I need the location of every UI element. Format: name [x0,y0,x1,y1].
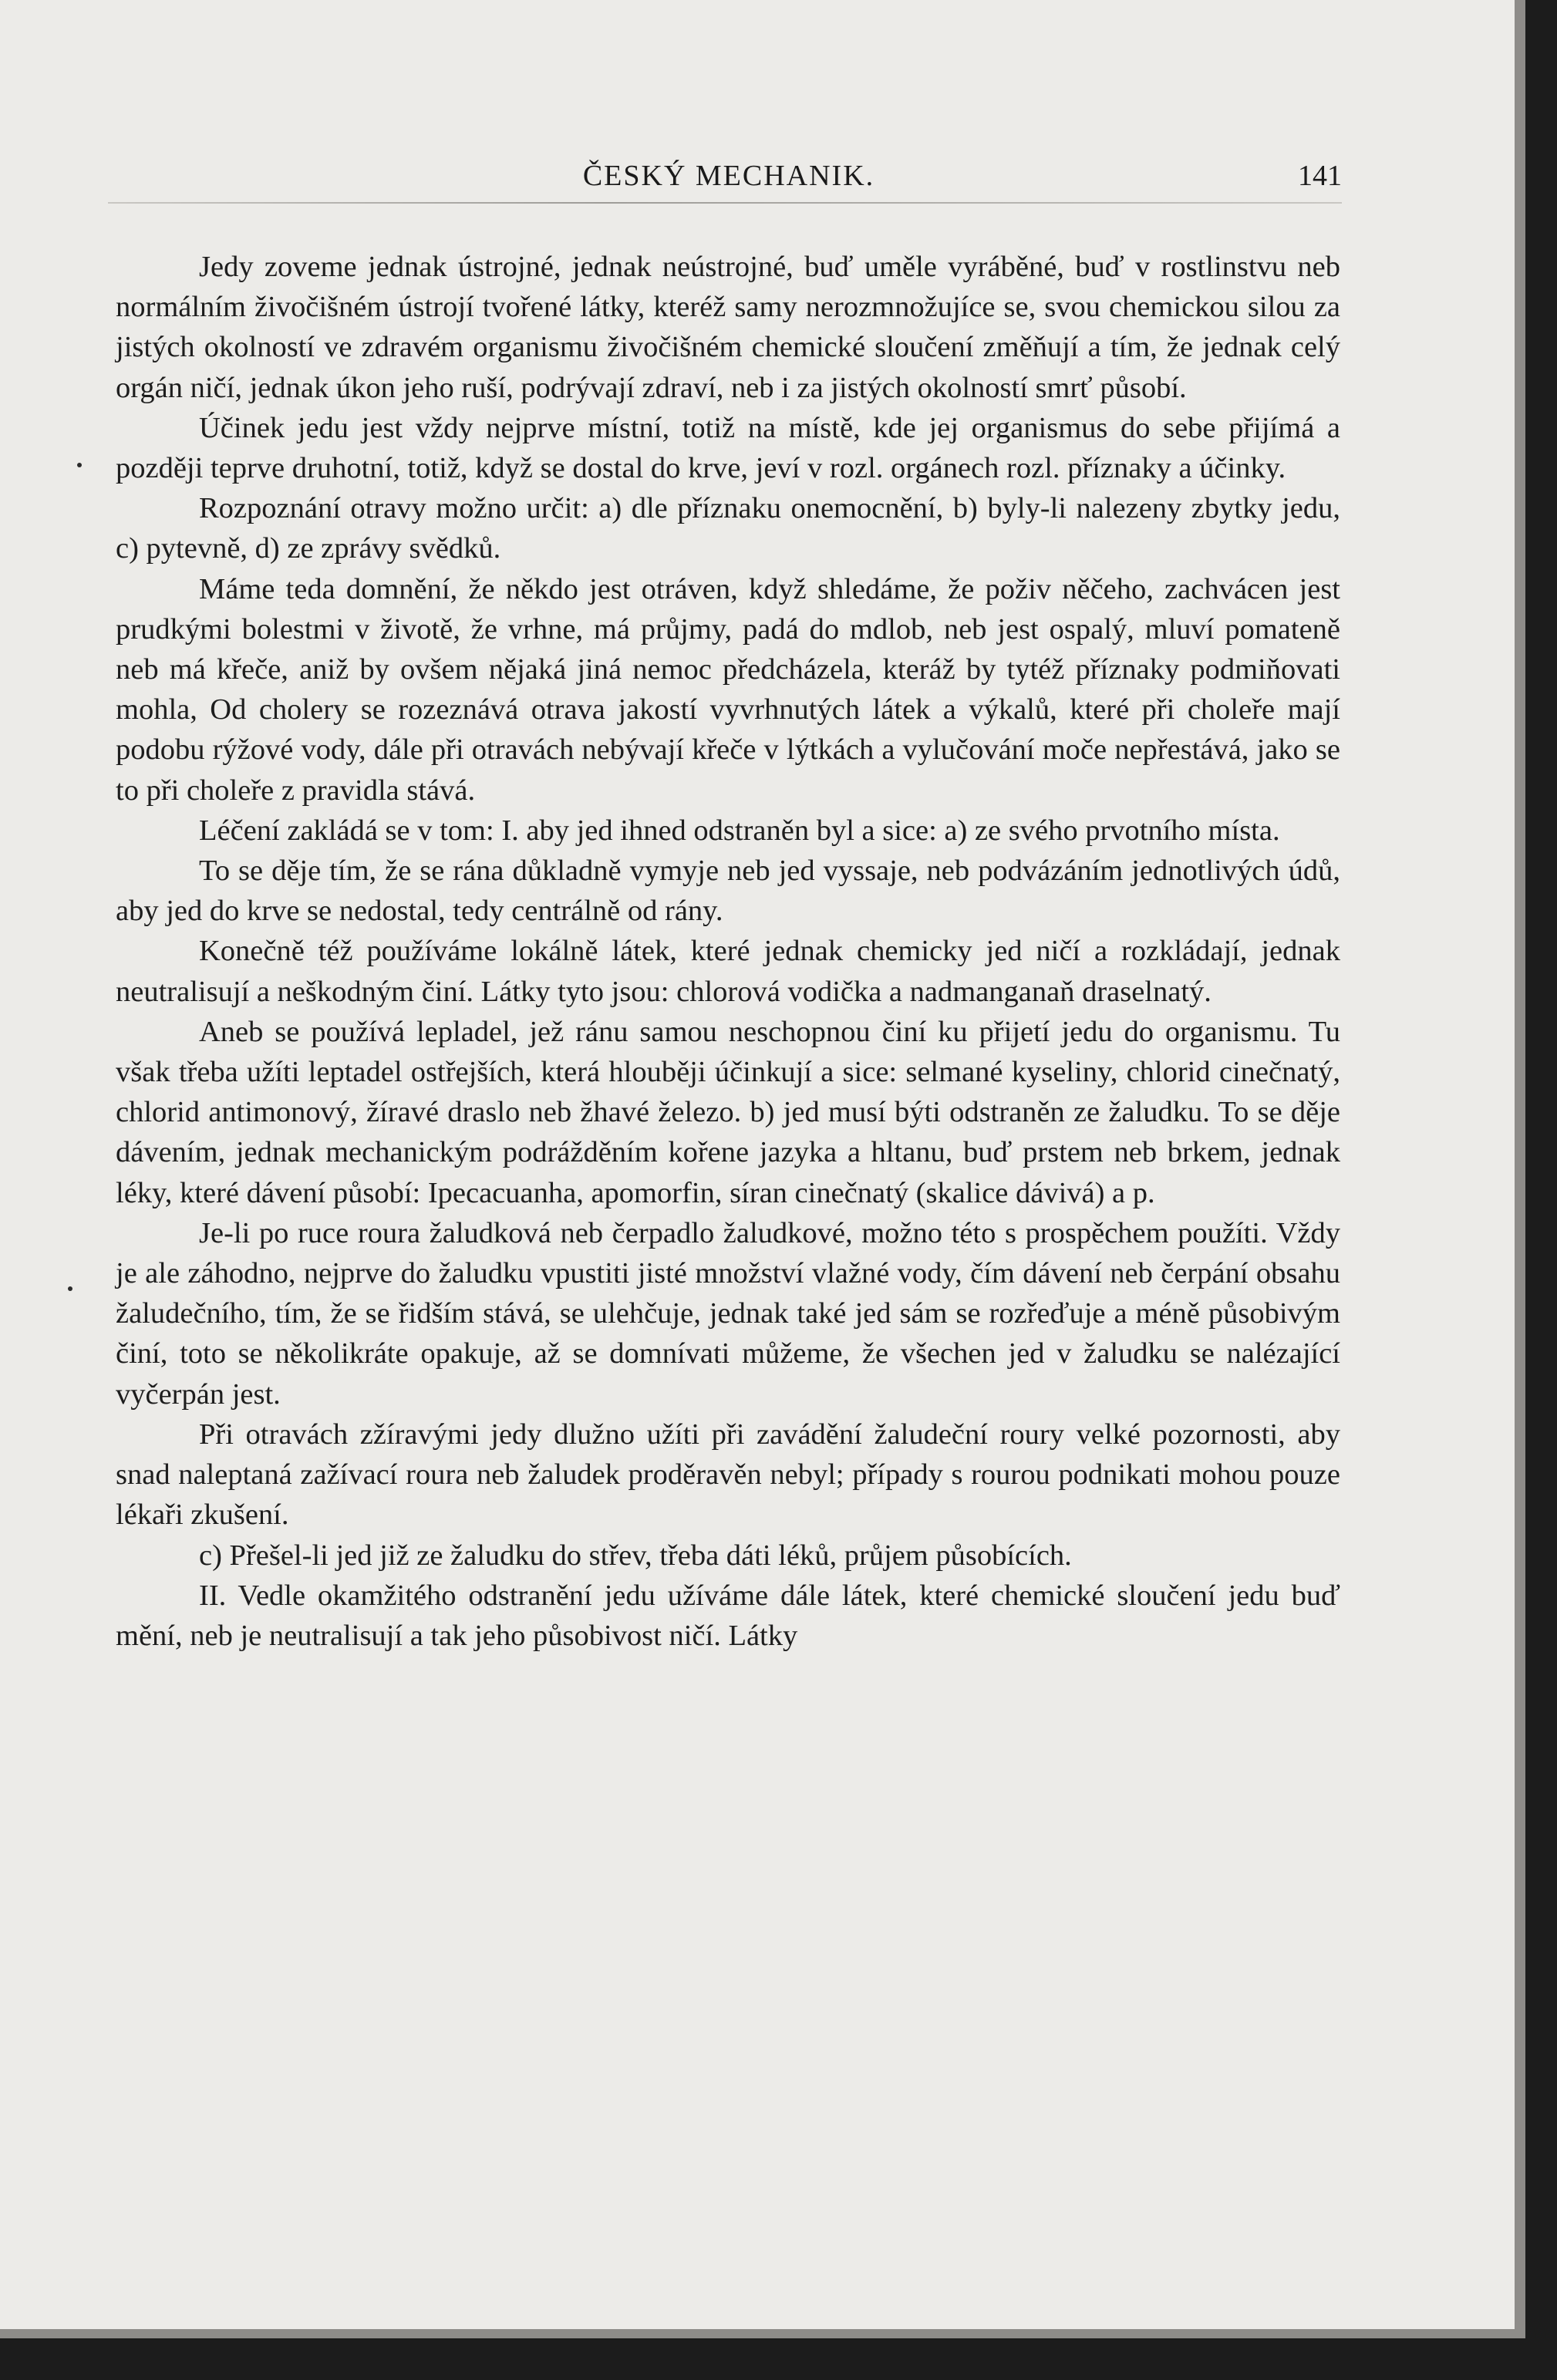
paragraph-caution: Při otravách zžíravými jedy dlužno užíti při zavádění žaludeční roury velké pozornosti, aby snad naleptaná zažívací roura neb žaludek proděravěn nebyl; případy s rourou podnikati mohou pouze lékaři zkušení. [116,1418,1340,1532]
paragraph-neutralisation: II. Vedle okamžitého odstranění jedu užíváme dále látek, které chemické sloučení jedu buď mění, neb je neutralisují a tak jeho působivost ničí. Látky [116,1579,1340,1652]
body-text [116,247,1340,1656]
print-speck [77,463,82,467]
print-speck [68,1286,72,1291]
page-number: 141 [1298,160,1342,192]
paragraph-definition: Jedy zoveme jednak ústrojné, jednak neústrojné, buď uměle vyráběné, buď v rostlinstvu neb normálním živočišném ústrojí tvořené látky, kteréž samy nerozmnožujíce se, svou chemickou silou za jistých okolností ve zdravém organismu živočišném chemické sloučení změňují a tím, že jednak celý orgán ničí, jednak úkon jeho ruší, podrývají zdraví, neb i za jistých okolností smrť působí. [116,251,1340,404]
page-header [116,159,1342,197]
paragraph-caustics: Aneb se používá lepladel, jež ránu samou neschopnou činí ku přijetí jedu do organismu. Tu však třeba užíti leptadel ostřejších, která hlouběji účinkují a sice: selmané kyseliny, chlorid cinečnatý, chlorid antimonový, žíravé draslo neb žhavé železo. b) jed musí býti odstraněn ze žaludku. To se děje dávením, jednak mechanickým podrážděním kořene jazyka a hltanu, buď prstem neb brkem, jednak léky, které dávení působí: Ipecacuanha, apomorfin, síran cinečnatý (skalice dávivá) a p. [116,1015,1340,1209]
paragraph-wound: To se děje tím, že se rána důkladně vymyje neb jed vyssaje, neb podvázáním jednotlivých údů, aby jed do krve se nedostal, tedy centrálně od rány. [116,855,1340,928]
paragraph-local: Konečně též používáme lokálně látek, které jednak chemicky jed ničí a rozkládají, jednak neutralisují a neškodným činí. Látky tyto jsou: chlorová vodička a nadmanganaň draselnatý. [116,935,1340,1008]
paragraph-diagnosis: Rozpoznání otravy možno určit: a) dle příznaku onemocnění, b) byly-li nalezeny zbytky jedu, c) pytevně, d) ze zprávy svědků. [116,492,1340,565]
running-title: ČESKÝ MECHANIK. [582,160,875,192]
paragraph-symptoms: Máme teda domnění, že někdo jest otráven, když shledáme, že poživ něčeho, zachvácen jest prudkými bolestmi v životě, že vrhne, má průjmy, padá do mdlob, neb jest ospalý, mluví pomateně neb má křeče, aniž by ovšem nějaká jiná nemoc předcházela, kteráž by tytéž příznaky podmiňovati mohla, Od cholery se rozeznává otrava jakostí vyvrhnutých látek a výkalů, které při choleře mají podobu rýžové vody, dále při otravách nebývají křeče v lýtkách a vylučování moče nepřestává, jako se to při choleře z pravidla stává. [116,572,1340,807]
paragraph-stomach-tube: Je-li po ruce roura žaludková neb čerpadlo žaludkové, možno této s prospěchem použíti. Vždy je ale záhodno, nejprve do žaludku vpustiti jisté množství vlažné vody, čím dávení neb čerpání obsahu žaludečního, tím, že se řidším stává, se ulehčuje, jednak také jed sám se rozřeďuje a méně působivým činí, toto se několikráte opakuje, až se domnívati můžeme, že všechen jed v žaludku se nalézající vyčerpán jest. [116,1216,1340,1411]
paragraph-intestines: c) Přešel-li jed již ze žaludku do střev, třeba dáti léků, průjem působících. [199,1539,1072,1572]
paragraph-treatment: Léčení zakládá se v tom: I. aby jed ihned odstraněn byl a sice: a) ze svého prvotního místa. [199,814,1280,847]
header-rule [108,202,1342,204]
paragraph-effect: Účinek jedu jest vždy nejprve místní, totiž na místě, kde jej organismus do sebe přijímá a později teprve druhotní, totiž, když se dostal do krve, jeví v rozl. orgánech rozl. příznaky a účinky. [116,411,1340,485]
